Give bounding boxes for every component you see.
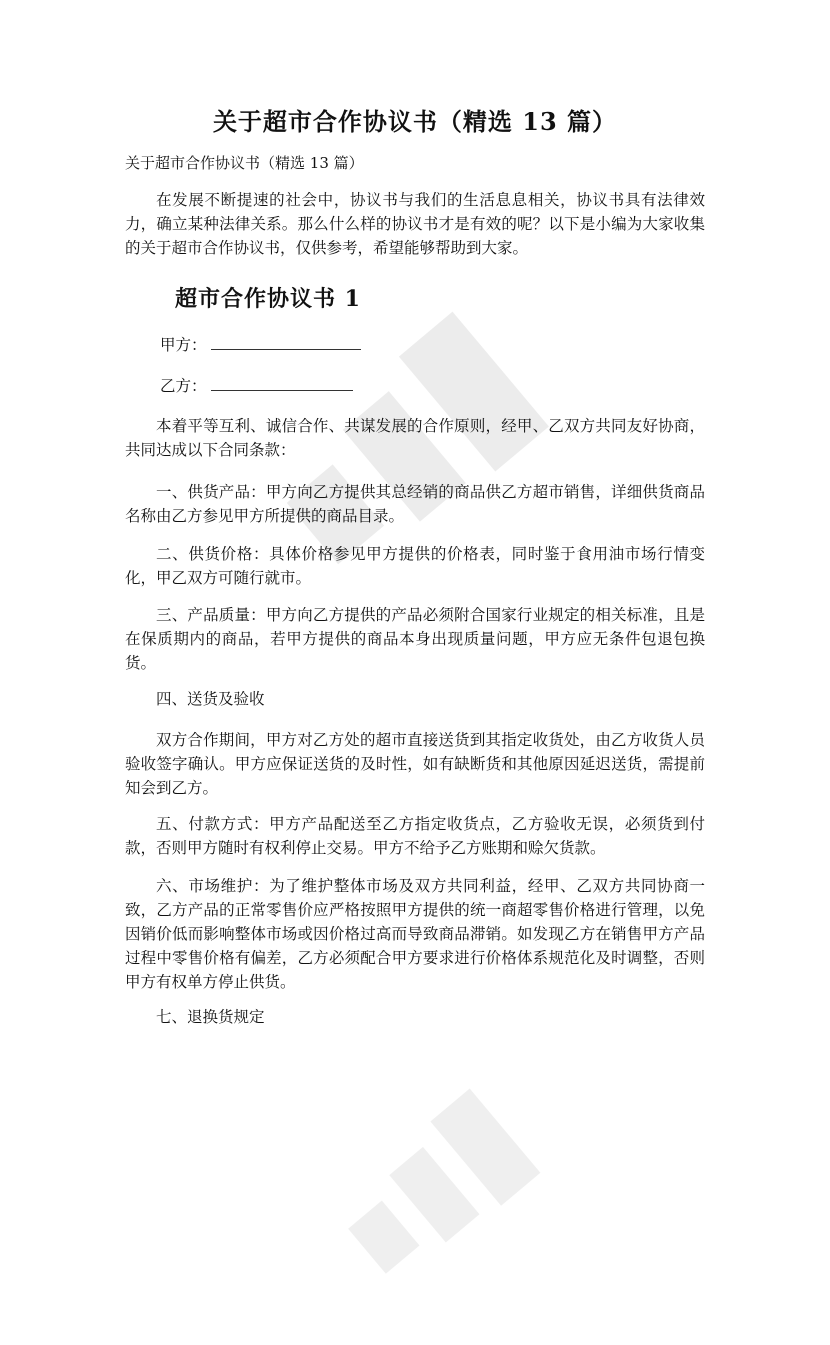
clause-4-delivery-body: 双方合作期间，甲方对乙方处的超市直接送货到其指定收货处，由乙方收货人员验收签字确认。甲方应保证送货的及时性，如有缺断货和其他原因延迟送货，需提前知会到乙方。 bbox=[125, 731, 705, 797]
party-a-blank[interactable] bbox=[211, 335, 361, 350]
party-a-label: 甲方： bbox=[160, 336, 207, 354]
document-subtitle: 关于超市合作协议书（精选 13 篇） bbox=[125, 154, 364, 172]
clause-preamble: 本着平等互利、诚信合作、共谋发展的合作原则，经甲、乙双方共同友好协商，共同达成以下合同条款： bbox=[125, 417, 705, 459]
clause-6-market-maintenance: 六、市场维护：为了维护整体市场及双方共同利益，经甲、乙双方共同协商一致，乙方产品的正常零售价应严格按照甲方提供的统一商超零售价格进行管理，以免因销价低而影响整体市场或因价格过高而导致商品滞销。如发现乙方在销售甲方产品过程中零售价格有偏差，乙方必须配合甲方要求进行价格体系规范化及时调整，否则甲方有权单方停止供货。 bbox=[125, 877, 705, 991]
clause-2-supply-price: 二、供货价格：具体价格参见甲方提供的价格表，同时鉴于食用油市场行情变化，甲乙双方可随行就市。 bbox=[125, 545, 705, 587]
party-b-label: 乙方： bbox=[160, 377, 207, 395]
party-b-blank[interactable] bbox=[211, 376, 353, 391]
clause-1-supply-products: 一、供货产品：甲方向乙方提供其总经销的商品供乙方超市销售，详细供货商品名称由乙方参见甲方所提供的商品目录。 bbox=[125, 483, 705, 525]
clause-7-return-heading: 七、退换货规定 bbox=[156, 1008, 265, 1026]
intro-paragraph: 在发展不断提速的社会中，协议书与我们的生活息息相关，协议书具有法律效力，确立某种法律关系。那么什么样的协议书才是有效的呢？以下是小编为大家收集的关于超市合作协议书，仅供参考，希望能够帮助到大家。 bbox=[125, 191, 705, 257]
clause-3-product-quality: 三、产品质量：甲方向乙方提供的产品必须附合国家行业规定的相关标准，且是在保质期内的商品，若甲方提供的商品本身出现质量问题，甲方应无条件包退包换货。 bbox=[125, 606, 705, 672]
party-a-line bbox=[160, 333, 361, 355]
section-title: 超市合作协议书 1 bbox=[175, 286, 361, 312]
document-title: 关于超市合作协议书（精选 13 篇） bbox=[212, 107, 618, 136]
watermark-logo-bottom bbox=[285, 1035, 595, 1345]
clause-5-payment: 五、付款方式：甲方产品配送至乙方指定收货点，乙方验收无误，必须货到付款，否则甲方随时有权利停止交易。甲方不给予乙方账期和赊欠货款。 bbox=[125, 815, 705, 857]
clause-4-delivery-heading: 四、送货及验收 bbox=[156, 690, 265, 708]
party-b-line bbox=[160, 374, 353, 396]
